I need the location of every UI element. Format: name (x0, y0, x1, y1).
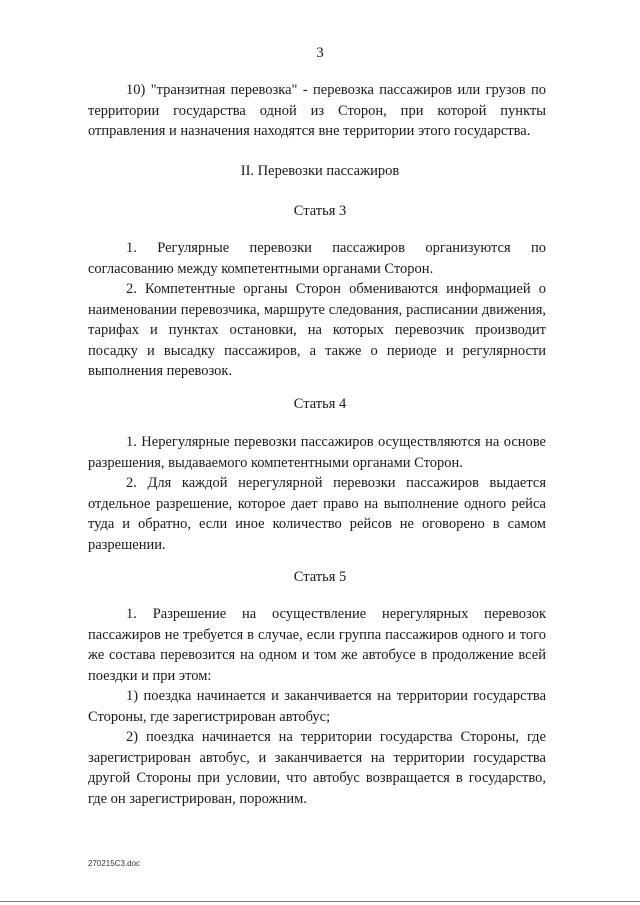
bottom-edge-line (0, 901, 640, 902)
article-4-title: Статья 4 (293, 396, 347, 412)
article-5-item-2: 2) поездка начинается на территории государства Стороны, где зарегистрирован автобус, и заканчивается на территории государства другой Стороны при условии, что автобус возвращается в государство, где он зарегистрирован, порожним. (88, 729, 546, 807)
article-5-paragraph-1: 1. Разрешение на осуществление нерегулярных перевозок пассажиров не требуется в случае, если группа пассажиров одного и того же состава перевозится на одном и том же автобусе в продолжение всей поездки и при этом: (88, 606, 546, 684)
article-5-item-1: 1) поездка начинается и заканчивается на территории государства Стороны, где зарегистрирован автобус; (88, 688, 546, 725)
article-3-paragraph-1: 1. Регулярные перевозки пассажиров организуются по согласованию между компетентными органами Сторон. (88, 240, 546, 277)
section-title: II. Перевозки пассажиров (240, 163, 400, 179)
article-3-title: Статья 3 (293, 203, 347, 219)
article-3-paragraph-2: 2. Компетентные органы Сторон обмениваются информацией о наименовании перевозчика, маршруте следования, расписании движения, тарифах и пунктах остановки, на которых перевозчик производит посадку и высадку пассажиров, а также о периоде и регулярности выполнения перевозок. (88, 281, 546, 379)
article-4-paragraph-1: 1. Нерегулярные перевозки пассажиров осуществляются на основе разрешения, выдаваемого компетентными органами Сторон. (88, 434, 546, 471)
page-number: 3 (316, 45, 324, 61)
footer-filename: 270215C3.doc (88, 859, 141, 868)
article-5-title: Статья 5 (293, 569, 347, 585)
article-4-paragraph-2: 2. Для каждой нерегулярной перевозки пассажиров выдается отдельное разрешение, которое дает право на выполнение одного рейса туда и обратно, если иное количество рейсов не оговорено в самом разрешении. (88, 475, 546, 553)
intro-paragraph: 10) "транзитная перевозка" - перевозка пассажиров или грузов по территории государства одной из Сторон, при которой пункты отправления и назначения находятся вне территории этого государства. (88, 82, 546, 139)
